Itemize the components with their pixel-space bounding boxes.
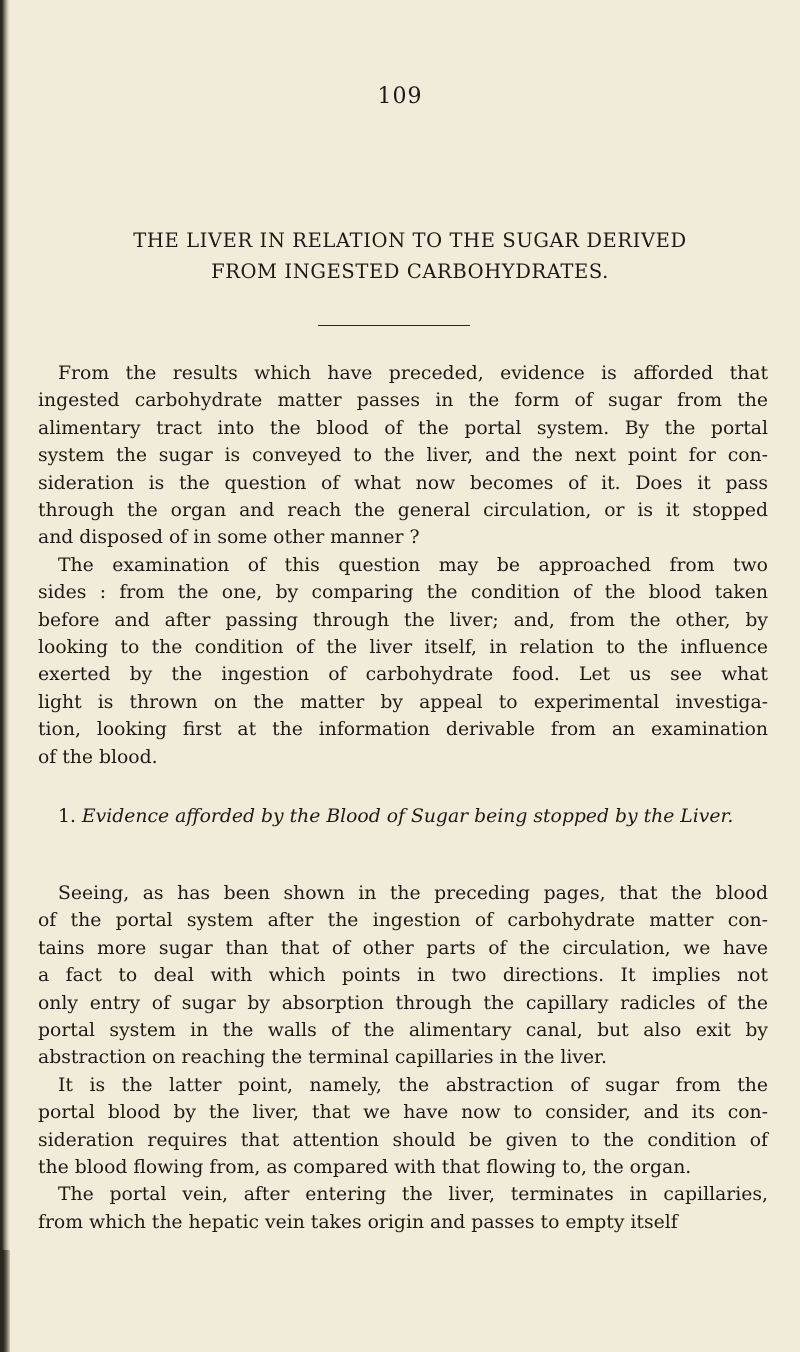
text-line: of the portal system after the ingestion of carbohydrate matter con-	[38, 910, 768, 932]
text-line: the blood flowing from, as compared with that flowing to, the organ.	[38, 1157, 692, 1179]
text-line: Seeing, as has been shown in the preceding pages, that the blood	[58, 883, 768, 904]
chapter-title-line-2: FROM INGESTED CARBOHYDRATES.	[211, 260, 609, 283]
chapter-title	[40, 225, 780, 287]
title-divider	[318, 325, 470, 326]
text-line: sideration is the question of what now becomes of it. Does it pass	[38, 472, 768, 494]
text-line: tains more sugar than that of other parts of the circulation, we have	[38, 937, 768, 959]
text-line: a fact to deal with which points in two directions. It implies not	[38, 965, 768, 987]
page-number: 109	[377, 84, 423, 109]
text-line: looking to the condition of the liver itself, in relation to the influence	[38, 637, 768, 659]
page-edge-shadow	[0, 0, 10, 1352]
text-line: portal system in the walls of the alimentary canal, but also exit by	[38, 1020, 768, 1042]
intro-text	[38, 360, 768, 771]
text-line: ingested carbohydrate matter passes in the form of sugar from the	[38, 390, 768, 412]
text-line: The examination of this question may be approached from two	[58, 554, 768, 576]
text-line: system the sugar is conveyed to the liver, and the next point for con-	[38, 445, 768, 467]
text-line: portal blood by the liver, that we have now to consider, and its con-	[38, 1102, 768, 1124]
text-line: alimentary tract into the blood of the portal system. By the portal	[38, 417, 768, 439]
chapter-title-line-1: THE LIVER IN RELATION TO THE SUGAR DERIVED	[133, 229, 687, 252]
text-line: abstraction on reaching the terminal capillaries in the liver.	[38, 1047, 607, 1069]
text-line: and disposed of in some other manner ?	[38, 527, 420, 549]
page-edge-shadow-bottom	[0, 1250, 10, 1352]
text-line: before and after passing through the liver; and, from the other, by	[38, 609, 768, 631]
paragraph	[38, 1072, 768, 1182]
text-line: from which the hepatic vein takes origin and passes to empty itself	[38, 1211, 678, 1233]
paragraph	[38, 552, 768, 771]
section-text	[38, 880, 768, 1236]
text-line: The portal vein, after entering the liver, terminates in capillaries,	[58, 1184, 768, 1206]
text-line: only entry of sugar by absorption through the capillary radicles of the	[38, 992, 768, 1014]
text-line: It is the latter point, namely, the abstraction of sugar from the	[58, 1074, 768, 1096]
text-line: From the results which have preceded, evidence is afforded that	[58, 363, 768, 384]
text-line: sides : from the one, by comparing the condition of the blood taken	[38, 582, 768, 604]
section-heading-text: Evidence afforded by the Blood of Sugar being stopped by the Liver.	[81, 806, 734, 827]
text-line: light is thrown on the matter by appeal to experimental investiga-	[38, 691, 768, 713]
text-line: through the organ and reach the general circulation, or is it stopped	[38, 500, 768, 522]
section-heading	[58, 806, 778, 827]
text-line: tion, looking first at the information derivable from an examination	[38, 719, 768, 741]
text-line: exerted by the ingestion of carbohydrate food. Let us see what	[38, 664, 768, 686]
text-line: of the blood.	[38, 746, 158, 768]
text-line: sideration requires that attention should be given to the condition of	[38, 1129, 768, 1151]
section-number: 1.	[58, 806, 76, 827]
paragraph	[38, 880, 768, 1072]
paragraph	[38, 360, 768, 552]
paragraph	[38, 1181, 768, 1236]
